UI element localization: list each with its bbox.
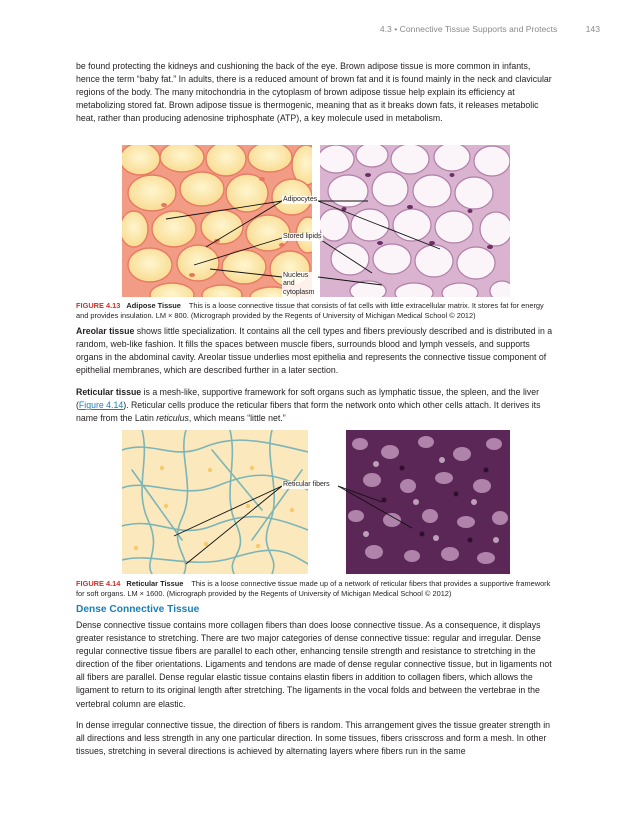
term-reticular-tissue: Reticular tissue: [76, 387, 142, 397]
reticular-text-3: , which means “little net.”: [188, 413, 286, 424]
section-title: 4.3 • Connective Tissue Supports and Protects: [379, 24, 558, 34]
figure-4-13-title: Adipose Tissue: [126, 301, 181, 310]
reticular-text-2: ). Reticular cells produce the reticular fibers that form the network onto which other cells attach. It derives its name from the Latin: [76, 400, 541, 424]
paragraph-brown-fat: be found protecting the kidneys and cushioning the back of the eye. Brown adipose tissue is more common in infants, hence the term “baby fat.” In adults, there is a reduced amount of brown fat and it is found mainly in the neck and clavicular regions of the body. The many mitochondria in the cytoplasm of brown adipose tissue help explain its efficiency at metabolizing stored fat. Brown adipose tissue is thermogenic, meaning that as it breaks down fats, it releases metabolic heat, rather than producing adenosine triphosphate (ATP), a key molecule used in metabolism.: [76, 61, 552, 124]
figure-4-14-title: Reticular Tissue: [126, 579, 184, 588]
paragraph-dense-2: In dense irregular connective tissue, the direction of fibers is random. This arrangement gives the tissue greater strength in all directions and less strength in any one particular direction. In some tissues, fibers crisscross and form a mesh. In other tissues, stretching in several directions is achieved by alternating layers where fibers run in the same: [76, 720, 551, 757]
latin-reticulus: reticulus: [156, 413, 189, 424]
label-stored-lipids: Stored lipids: [283, 233, 322, 240]
areolar-text: shows little specialization. It contains all the cell types and fibers previously described and is distributed in a random, web-like fashion. It fills the spaces between muscle fibers, surrounds blood and lymph vessels, and supports organs in the abdominal cavity. Areolar tissue underlies most epithelia and represents the connective tissue component of epithelial membranes, which are described further in a later section.: [76, 326, 553, 376]
figure-4-13-leader-lines: [122, 145, 510, 297]
page-number: 143: [585, 24, 600, 34]
figure-4-14-caption: [76, 579, 556, 600]
figure-4-14-leader-lines: [122, 430, 510, 574]
section-heading-dense-connective-tissue: Dense Connective Tissue: [76, 604, 200, 615]
paragraph-reticular: [76, 386, 556, 425]
label-nucleus-line1: Nucleus: [283, 272, 309, 279]
label-nucleus-line3: cytoplasm: [283, 288, 315, 296]
figure-4-14-label: FIGURE 4.14: [76, 579, 121, 588]
paragraph-areolar: [76, 325, 556, 377]
figure-4-14-caption-text: This is a loose connective tissue made up of a network of reticular fibers that provides a supportive framework for soft organs. LM × 1600. (Micrograph provided by the Regents of University of Michigan Medical School © 2012): [76, 579, 551, 599]
figure-4-13: [122, 145, 510, 297]
figure-4-14-link[interactable]: Figure 4.14: [78, 400, 124, 411]
reticular-text-1: is a mesh-like, supportive framework for soft organs such as lymphatic tissue, the spleen, and the liver (: [76, 387, 539, 411]
figure-4-13-caption: [76, 301, 556, 322]
label-nucleus-line2: and: [283, 280, 295, 288]
figure-4-13-caption-text: This is a loose connective tissue that consists of fat cells with little extracellular matrix. It stores fat for energy and provides insulation. LM × 800. (Micrograph provided by the Regents of University of Michigan Medical School © 2012): [76, 301, 544, 321]
label-reticular-fibers: Reticular fibers: [283, 481, 330, 488]
figure-4-13-label: FIGURE 4.13: [76, 301, 121, 310]
paragraph-dense-1: Dense connective tissue contains more collagen fibers than does loose connective tissue. As a consequence, it displays greater resistance to stretching. There are two major categories of dense connective tissue: regular and irregular. Dense regular connective tissue fibers are parallel to each other, enhancing tensile strength and resistance to stretching in the direction of the fiber orientations. Ligaments and tendons are made of dense regular connective tissue, but in ligaments not all fibers are parallel. Dense regular elastic tissue contains elastin fibers in addition to collagen fibers, which allows the ligament to return to its original length after stretching. The ligaments in the vocal folds and between the vertebrae in the vertebral column are elastic.: [76, 620, 552, 709]
figure-4-14: [122, 430, 510, 574]
term-areolar-tissue: Areolar tissue: [76, 326, 135, 336]
label-nucleus-cytoplasm: [282, 272, 316, 297]
running-head: [380, 24, 600, 38]
label-adipocytes: Adipocytes: [283, 196, 318, 203]
